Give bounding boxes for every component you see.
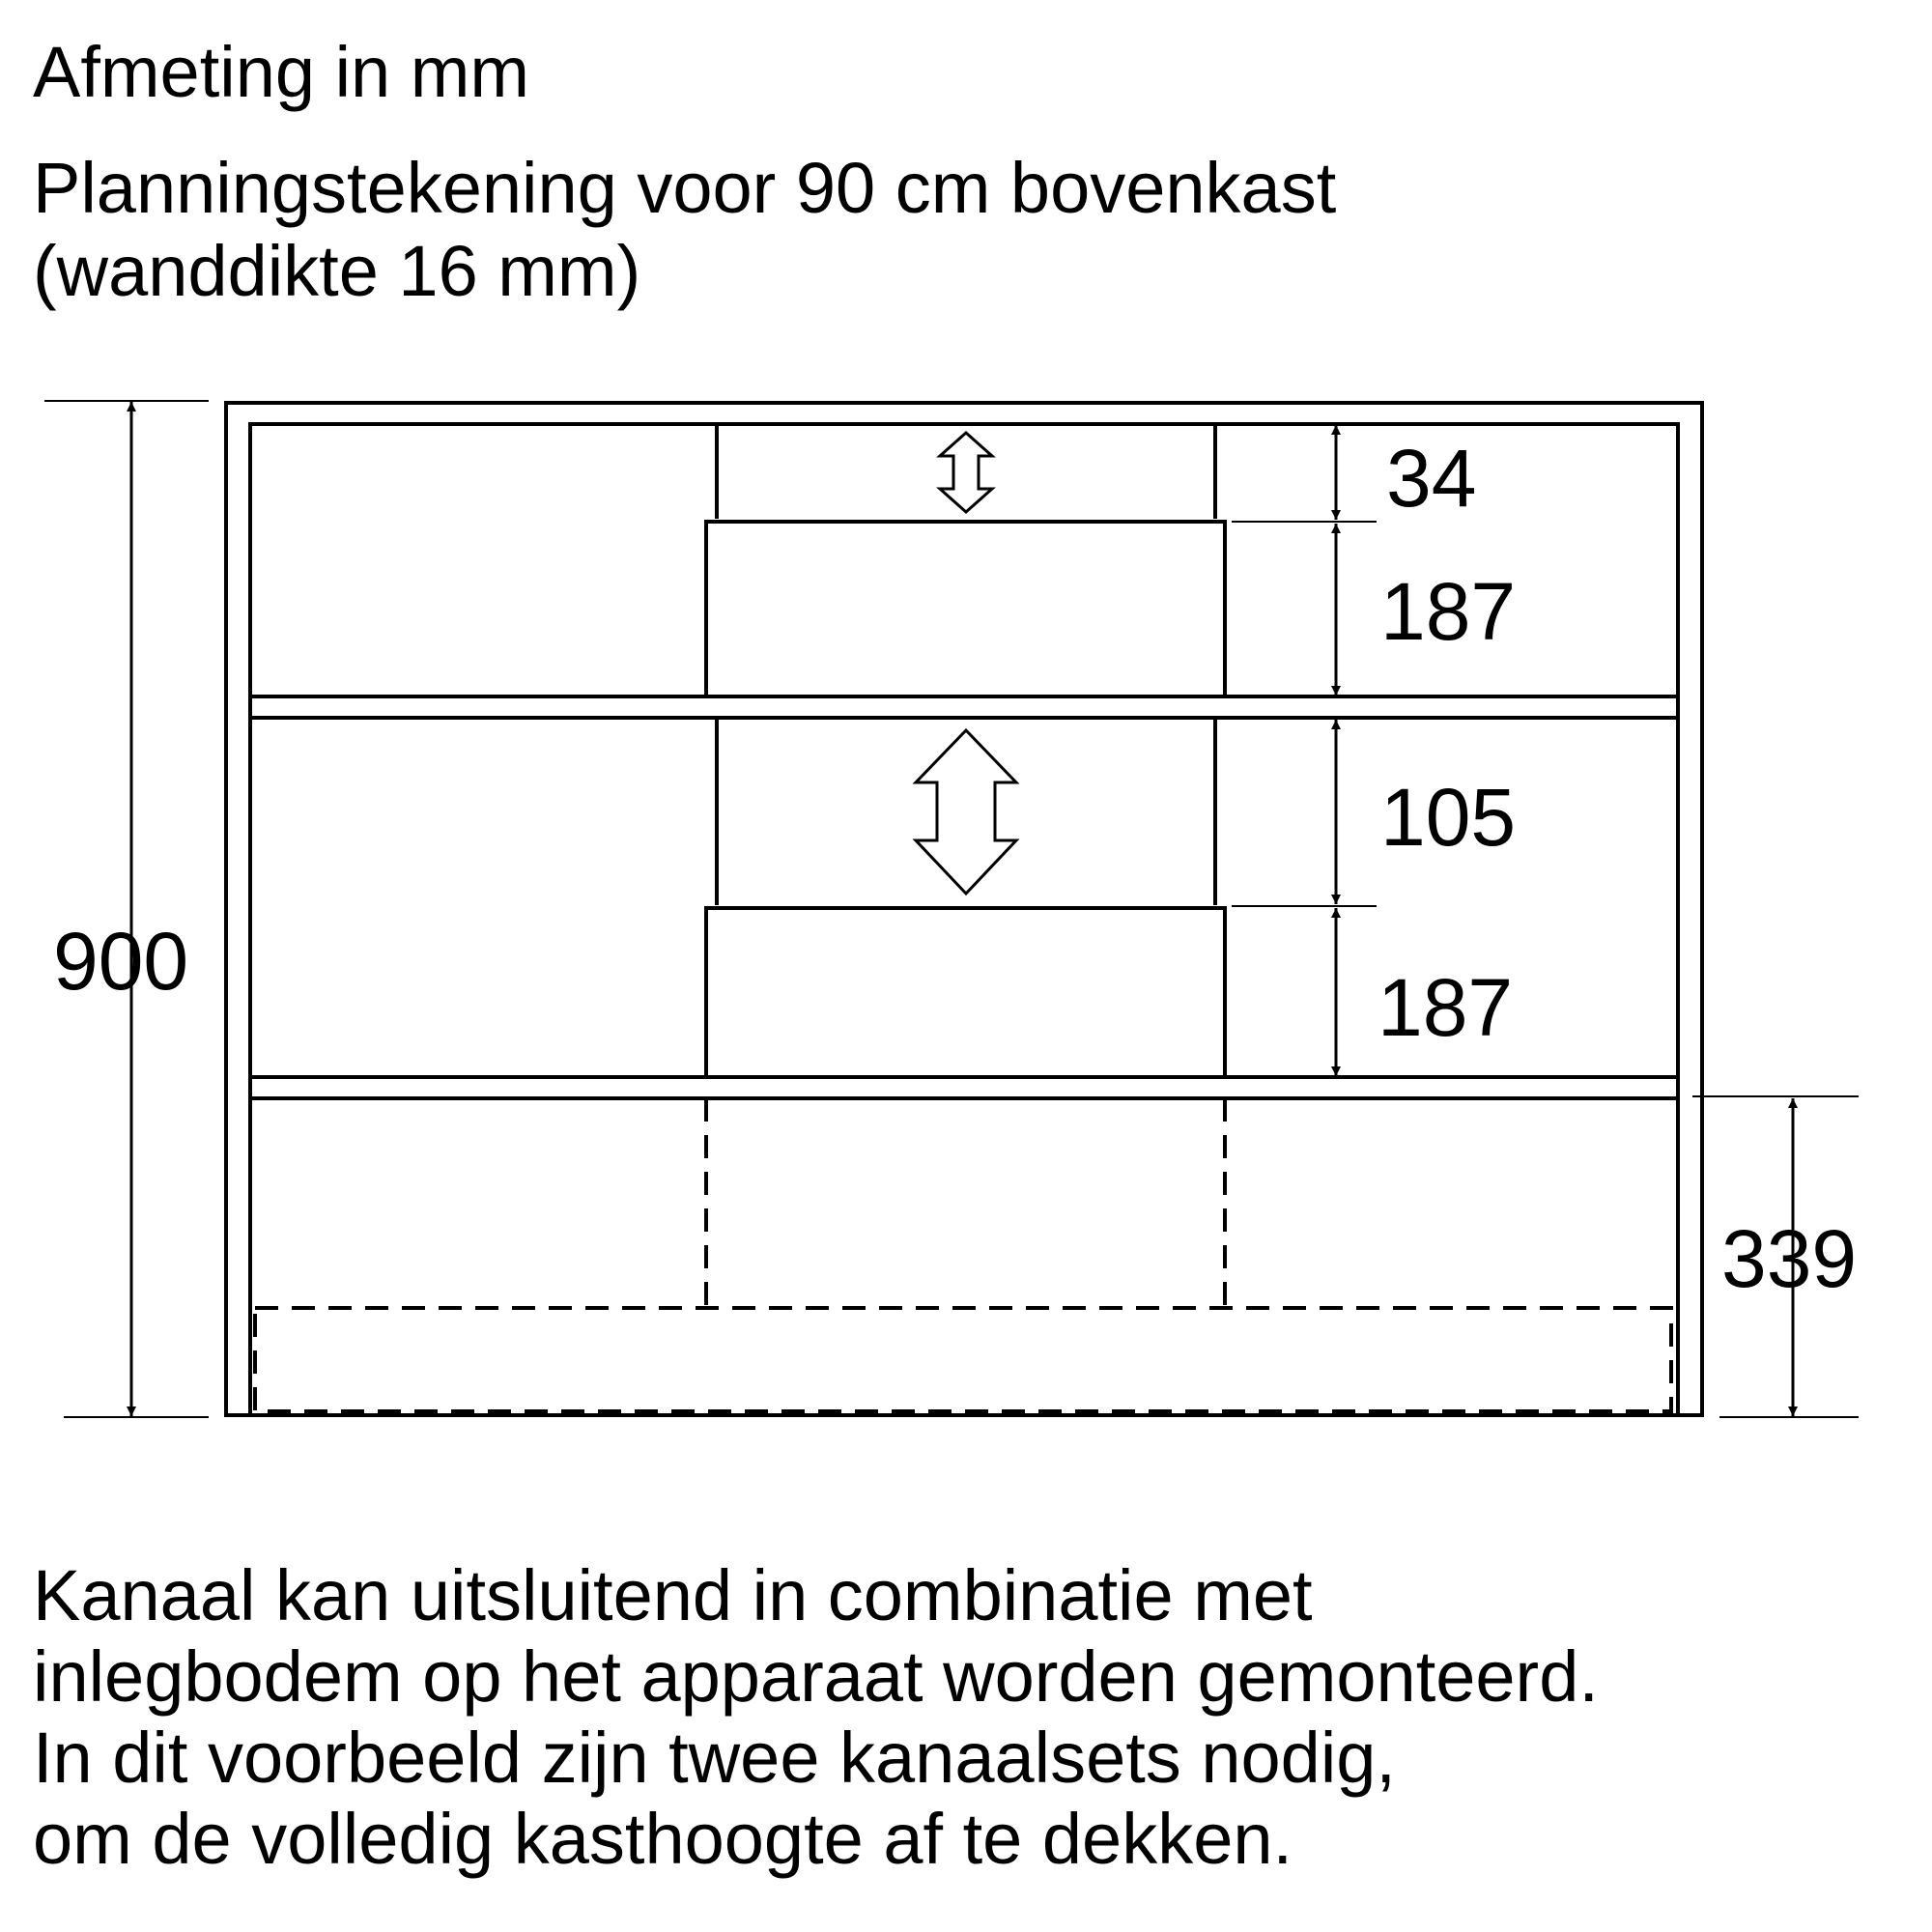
footnote-line-1: Kanaal kan uitsluitend in combinatie met (33, 1555, 1313, 1635)
footnote-line-2: inlegbodem op het apparaat worden gemonteerd. (33, 1636, 1599, 1717)
footnote-line-4: om de volledig kasthoogte af te dekken. (33, 1799, 1293, 1879)
title-line-1: Planningstekening voor 90 cm bovenkast (33, 148, 1337, 228)
footnote (33, 1555, 1599, 1880)
hood-chimney-dashed (706, 1098, 1225, 1308)
dimension-label-34: 34 (1386, 433, 1477, 524)
duct-gap-top (717, 424, 1215, 519)
dimension-label-187-top: 187 (1380, 566, 1517, 657)
duct-block-middle (706, 908, 1225, 1077)
duct-gap-middle (717, 718, 1215, 905)
dimension-label-187-middle: 187 (1378, 962, 1514, 1053)
dimension-label-105: 105 (1380, 772, 1517, 863)
hood-body-dashed (255, 1308, 1671, 1411)
footnote-line-3: In dit voorbeeld zijn twee kanaalsets nodig, (33, 1718, 1396, 1798)
shelf-lower (250, 1077, 1678, 1098)
adjust-arrow-middle-icon (916, 730, 1016, 894)
duct-block-top (706, 522, 1225, 696)
unit-label: Afmeting in mm (33, 32, 530, 112)
shelf-upper (250, 696, 1678, 718)
title-line-2: (wanddikte 16 mm) (33, 231, 641, 311)
adjust-arrow-top-icon (940, 433, 992, 512)
dimension-label-900: 900 (53, 916, 189, 1007)
dimension-label-339: 339 (1721, 1213, 1858, 1304)
